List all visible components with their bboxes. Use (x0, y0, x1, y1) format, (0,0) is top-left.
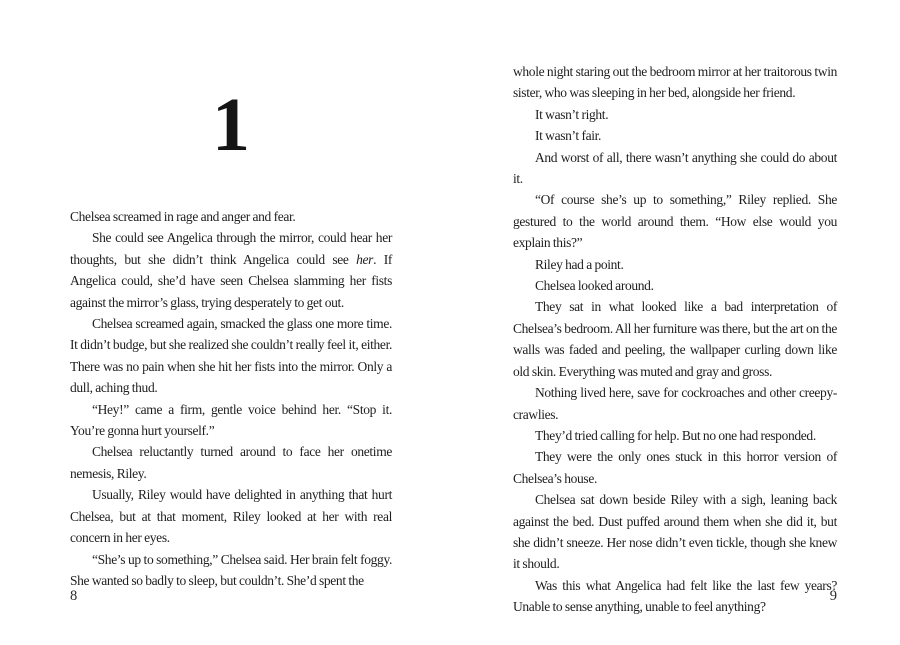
paragraph (513, 189, 837, 253)
paragraph (513, 489, 837, 575)
text-run: Chelsea sat down beside Riley with a sigh, leaning back against the bed. Dust puffed around them when she did it, but she didn’t sneeze. Her nose didn’t even tickle, though she knew it should. (513, 492, 837, 572)
paragraph (513, 575, 837, 618)
paragraph (70, 484, 392, 548)
left-page-body (70, 206, 392, 591)
text-run: They’d tried calling for help. But no one had responded. (535, 427, 816, 443)
text-run: They were the only ones stuck in this horror version of Chelsea’s house. (513, 449, 837, 486)
paragraph (513, 104, 837, 125)
paragraph (513, 254, 837, 275)
text-run: Chelsea reluctantly turned around to face her onetime nemesis, Riley. (70, 444, 392, 481)
text-run: “Of course she’s up to something,” Riley replied. She gestured to the world around them. “How else would you explain this?” (513, 192, 837, 251)
italic-text: her (356, 251, 374, 267)
paragraph (513, 446, 837, 489)
right-page-number: 9 (829, 588, 837, 604)
paragraph (513, 125, 837, 146)
paragraph (70, 227, 392, 313)
left-page (70, 0, 392, 645)
paragraph (513, 382, 837, 425)
paragraph (70, 206, 392, 227)
text-run: Chelsea looked around. (535, 278, 654, 294)
paragraph (70, 441, 392, 484)
paragraph (70, 313, 392, 399)
text-run: Nothing lived here, save for cockroaches and other creepy-crawlies. (513, 385, 837, 422)
text-run: whole night staring out the bedroom mirror at her traitorous twin sister, who was sleeping in her bed, alongside her friend. (513, 64, 837, 101)
paragraph (70, 399, 392, 442)
right-page-body (513, 61, 837, 618)
text-run: It wasn’t fair. (535, 128, 602, 144)
text-run: Chelsea screamed again, smacked the glass one more time. It didn’t budge, but she realized she couldn’t really feel it, either. There was no pain when she hit her fists into the mirror. Only a dull, aching thud. (70, 316, 392, 396)
paragraph (513, 275, 837, 296)
text-run: . If Angelica could, she’d have seen Chelsea slamming her fists against the mirror’s glass, trying desperately to get out. (70, 251, 392, 310)
right-page (513, 0, 837, 645)
text-run: “She’s up to something,” Chelsea said. Her brain felt foggy. She wanted so badly to sleep, but couldn’t. She’d spent the (70, 551, 392, 588)
text-run: And worst of all, there wasn’t anything she could do about it. (513, 149, 837, 187)
text-run: She could see Angelica through the mirror, could hear her thoughts, but she didn’t think Angelica could see (70, 230, 392, 267)
text-run: Was this what Angelica had felt like the last few years? Unable to sense anything, unable to feel anything? (513, 577, 837, 615)
paragraph (513, 147, 837, 190)
text-run: Usually, Riley would have delighted in anything that hurt Chelsea, but at that moment, Riley looked at her with real concern in her eyes. (70, 487, 392, 546)
paragraph (513, 425, 837, 446)
text-run: Riley had a point. (535, 256, 624, 272)
text-run: Chelsea screamed in rage and anger and fear. (70, 209, 296, 224)
text-run: “Hey!” came a firm, gentle voice behind her. “Stop it. You’re gonna hurt yourself.” (70, 401, 392, 439)
paragraph (513, 296, 837, 382)
paragraph (70, 549, 392, 592)
text-run: They sat in what looked like a bad interpretation of Chelsea’s bedroom. All her furniture was there, but the art on the walls was faded and peeling, the wallpaper curling down like old skin. Everything was muted and gray and gross. (513, 299, 837, 379)
paragraph (513, 61, 837, 104)
text-run: It wasn’t right. (535, 106, 609, 122)
left-page-number: 8 (70, 588, 78, 604)
chapter-number: 1 (212, 83, 250, 167)
